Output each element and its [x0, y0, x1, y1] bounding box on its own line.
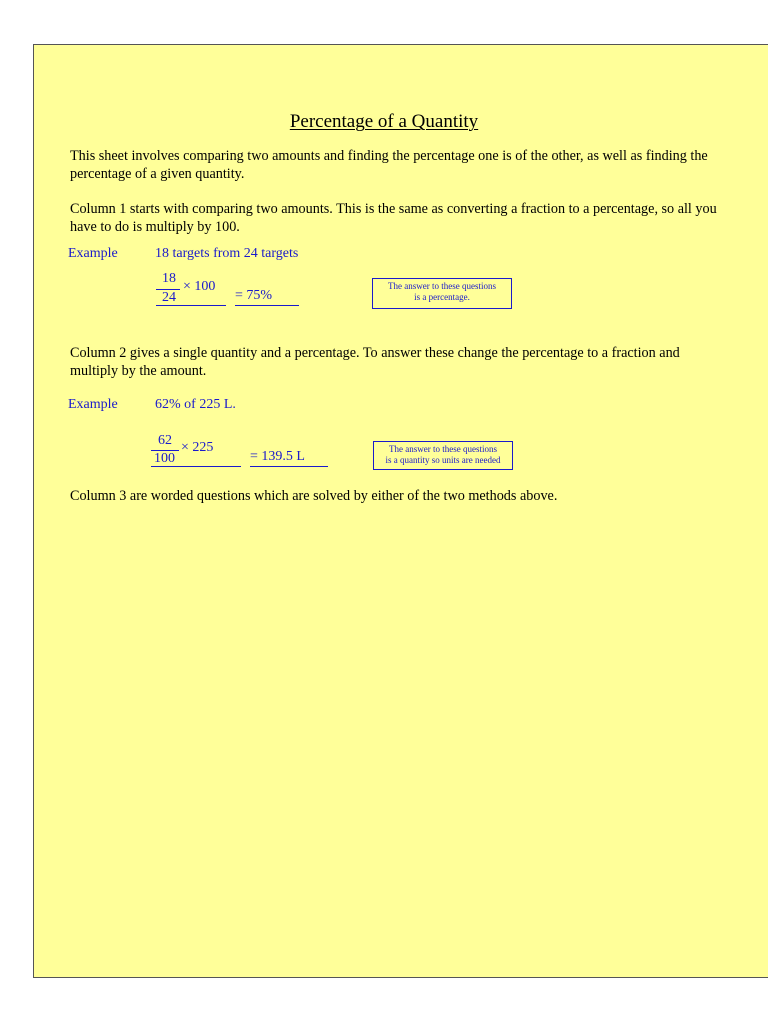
- example1-result-underline: [235, 305, 299, 306]
- example1-underline: [156, 305, 226, 306]
- example2-result: = 139.5 L: [250, 449, 305, 464]
- example2-note-line2: is a quantity so units are needed: [385, 455, 501, 465]
- example2-result-underline: [250, 466, 328, 467]
- example2-note-line1: The answer to these questions: [389, 444, 497, 454]
- example1-text: 18 targets from 24 targets: [155, 246, 299, 261]
- example1-numerator: 18: [162, 271, 176, 286]
- example2-underline: [151, 466, 241, 467]
- example1-denominator: 24: [162, 290, 176, 305]
- column2-paragraph: Column 2 gives a single quantity and a percentage. To answer these change the percentage to a fraction and multiply by the amount.: [70, 345, 680, 379]
- example2-label: Example: [68, 397, 118, 412]
- column1-paragraph: Column 1 starts with comparing two amounts. This is the same as converting a fraction to a percentage, so all you have to do is multiply by 100.: [70, 201, 717, 235]
- example1-operator: × 100: [183, 279, 216, 294]
- intro-paragraph: This sheet involves comparing two amounts and finding the percentage one is of the other, as well as finding the percentage of a given quantity.: [70, 148, 708, 182]
- column3-paragraph: Column 3 are worded questions which are solved by either of the two methods above.: [70, 488, 558, 504]
- example2-numerator: 62: [158, 433, 172, 448]
- example2-operator: × 225: [181, 440, 214, 455]
- example1-label: Example: [68, 246, 118, 261]
- page-title: Percentage of a Quantity: [289, 111, 479, 132]
- example1-note-line2: is a percentage.: [414, 292, 470, 302]
- example1-result: = 75%: [235, 288, 273, 303]
- worksheet-page: [33, 44, 768, 978]
- example2-note-box: [373, 441, 513, 470]
- example1-note-box: [372, 278, 512, 309]
- example2-text: 62% of 225 L.: [155, 397, 236, 412]
- example2-denominator: 100: [154, 451, 175, 466]
- example1-note-line1: The answer to these questions: [388, 281, 496, 291]
